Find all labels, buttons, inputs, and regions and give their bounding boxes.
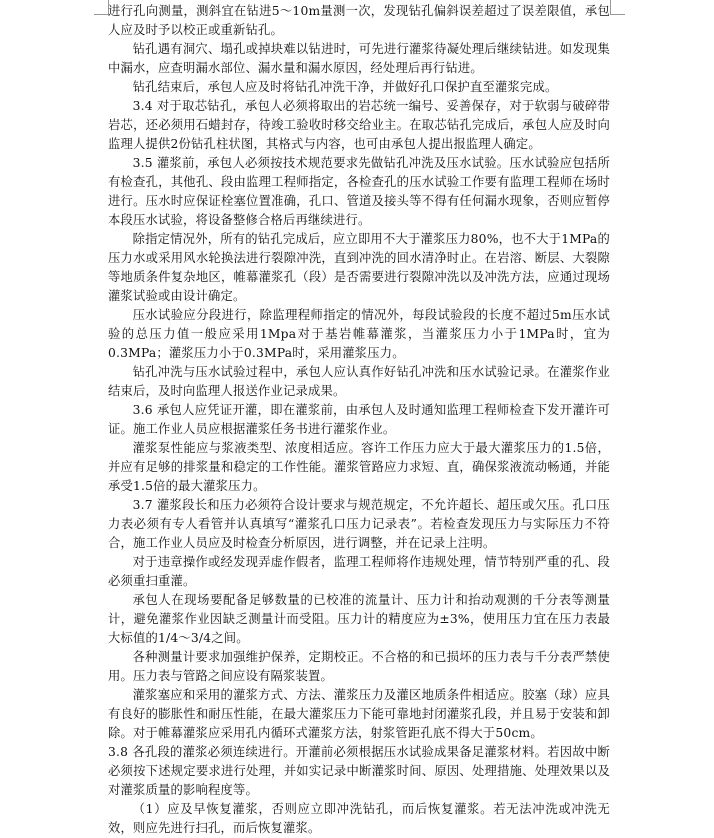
paragraph: 进行孔向测量，测斜宜在钻进5～10m量测一次，发现钻孔偏斜误差超过了误差限值，承包人应及时予以校正或重新钻孔。 — [108, 4, 610, 37]
paragraph: 灌浆泵性能应与浆液类型、浓度相适应。容许工作压力应大于最大灌浆压力的1.5倍，并应有足够的排浆量和稳定的工作性能。灌浆管路应力求短、直，确保浆液流动畅通，并能承受1.5倍的最大灌浆压力。 — [108, 441, 610, 493]
paragraph: 3.8 各孔段的灌浆必须连续进行。开灌前必须根据压水试验成果备足灌浆材料。若因故中断必须按下述规定要求进行处理，并如实记录中断灌浆时间、原因、处理措施、处理效果以及对灌浆质量的影响程度等。 — [108, 745, 610, 797]
paragraph: 除指定情况外，所有的钻孔完成后，应立即用不大于灌浆压力80%，也不大于1MPa的压力水或采用风水轮换法进行裂隙冲洗，直到冲洗的回水清净时止。在岩溶、断层、大裂隙等地质条件复杂地区，帷幕灌浆孔（段）是否需要进行裂隙冲洗以及冲洗方法，应通过现场灌浆试验或由设计确定。 — [108, 232, 610, 303]
paragraph: （1）应及早恢复灌浆，否则应立即冲洗钻孔，而后恢复灌浆。若无法冲洗或冲洗无效，则应先进行扫孔，而后恢复灌浆。 — [108, 802, 610, 835]
paragraph: 压水试验应分段进行，除监理程师指定的情况外，每段试验段的长度不超过5m压水试验的总压力值一般应采用1Mpa对于基岩帷幕灌浆，当灌浆压力小于1MPa时，宜为0.3MPa；灌浆压力小于0.3MPa时，采用灌浆压力。 — [108, 308, 610, 360]
paragraph: 3.6 承包人应凭证开灌，即在灌浆前，由承包人及时通知监理工程师检查下发开灌许可证。施工作业人员应根据灌浆任务书进行灌浆作业。 — [108, 403, 610, 436]
page-corner-mark-left — [94, 0, 109, 15]
document-body — [108, 2, 610, 838]
paragraph: 3.5 灌浆前，承包人必须按技术规范要求先做钻孔冲洗及压水试验。压水试验应包括所有检查孔，其他孔、段由监理工程师指定，各检查孔的压水试验工作要有监理工程师在场时进行。压水时应保证栓塞位置准确，孔口、管道及接头等不得有任何漏水现象，否则应暂停本段压水试验，将设备整修合格后再继续进行。 — [108, 156, 610, 227]
paragraph: 3.7 灌浆段长和压力必须符合设计要求与规范规定，不允许超长、超压或欠压。孔口压力表必须有专人看管并认真填写“灌浆孔口压力记录表”。若检查发现压力与实际压力不符合，施工作业人员应及时检查分析原因，进行调整，并在记录上注明。 — [108, 498, 610, 550]
paragraph: 灌浆塞应和采用的灌浆方式、方法、灌浆压力及灌区地质条件相适应。胶塞（球）应具有良好的膨胀性和耐压性能，在最大灌浆压力下能可靠地封闭灌浆孔段，并且易于安装和卸除。对于帷幕灌浆应采用孔内循环式灌浆方法，射浆管距孔底不得大于50cm。 — [108, 688, 610, 740]
paragraph: 各种测量计要求加强维护保养，定期校正。不合格的和已损坏的压力表与千分表严禁使用。压力表与管路之间应设有隔浆装置。 — [108, 650, 610, 683]
paragraph: 钻孔遇有洞穴、塌孔或掉块难以钻进时，可先进行灌浆待凝处理后继续钻进。如发现集中漏水，应查明漏水部位、漏水量和漏水原因，经处理后再行钻进。 — [108, 42, 610, 75]
paragraph: 钻孔冲洗与压水试验过程中，承包人应认真作好钻孔冲洗和压水试验记录。在灌浆作业结束后，及时向监理人报送作业记录成果。 — [108, 365, 610, 398]
paragraph: 钻孔结束后，承包人应及时将钻孔冲洗干净，并做好孔口保护直至灌浆完成。 — [132, 80, 558, 94]
paragraph: 对于违章操作或经发现弄虚作假者，监理工程师将作违规处理，情节特别严重的孔、段必须重扫重灌。 — [108, 555, 610, 588]
paragraph: 承包人在现场要配备足够数量的已校准的流量计、压力计和抬动观测的千分表等测量计，避免灌浆作业因缺乏测量计而受阻。压力计的精度应为±3%，使用压力宜在压力表最大标值的1/4～3/4之间。 — [108, 593, 610, 645]
paragraph: 3.4 对于取芯钻孔，承包人必须将取出的岩芯统一编号、妥善保存，对于软弱与破碎带岩芯，还必须用石蜡封存，待竣工验收时移交给业主。在取芯钻孔完成后，承包人应及时向监理人提供2份钻孔柱状图，其格式与内容，也可由承包人提出报监理人确定。 — [108, 99, 610, 151]
page-corner-mark-right — [610, 0, 625, 15]
